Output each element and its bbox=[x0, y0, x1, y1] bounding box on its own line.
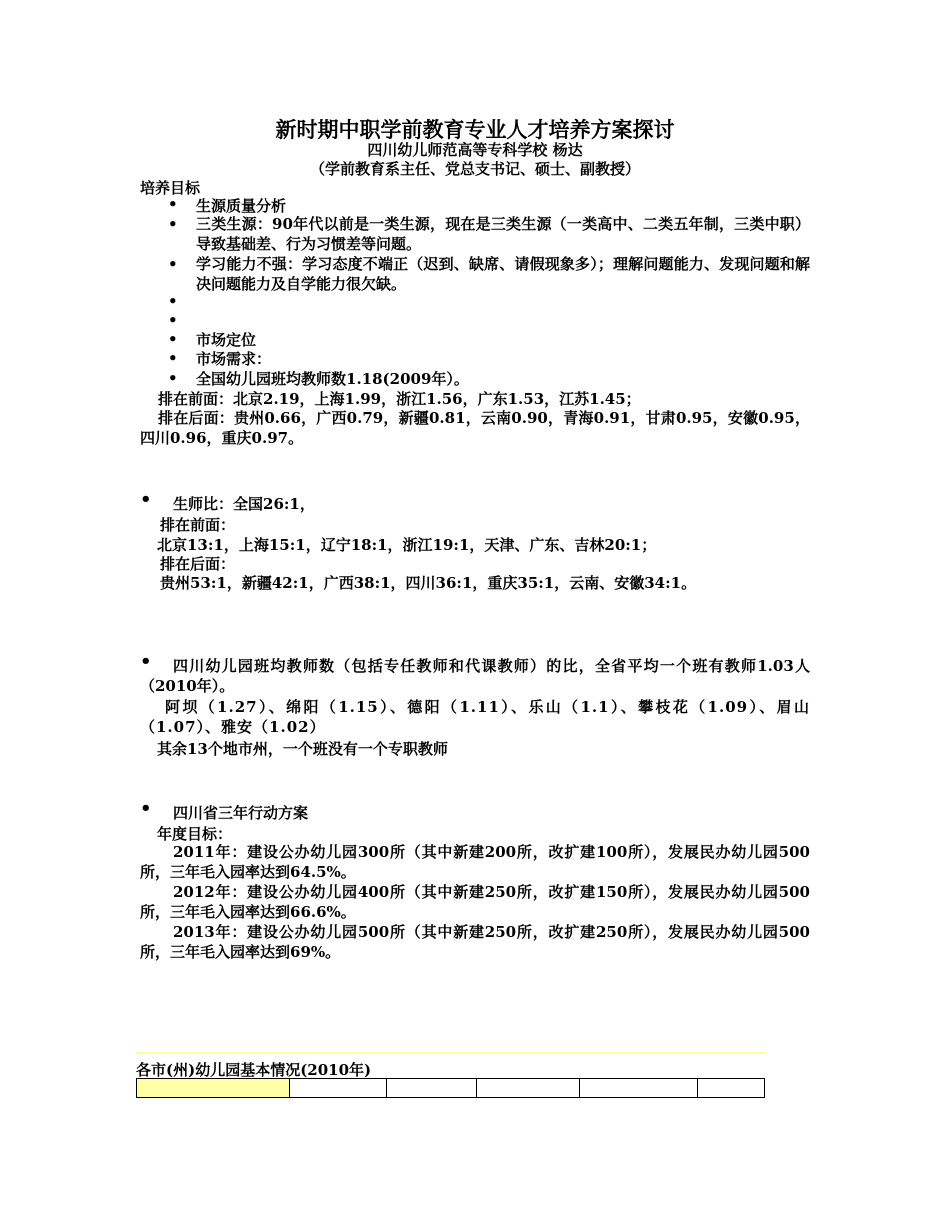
table-header-row bbox=[136, 1078, 765, 1098]
bullet-item: 三类生源：90年代以前是一类生源，现在是三类生源（一类高中、二类五年制，三类中职）导致基础差、行为习惯差等问题。 bbox=[196, 215, 810, 253]
table-cell bbox=[386, 1079, 477, 1097]
bullet-item: 全国幼儿园班均教师数1.18(2009年）。 bbox=[196, 370, 469, 388]
bullet-marker: • bbox=[168, 369, 178, 387]
bullet-marker: • bbox=[140, 798, 152, 819]
author-title: （学前教育系主任、党总支书记、硕士、副教授） bbox=[309, 160, 640, 178]
sec3-head: 四川幼儿园班均教师数（包括专任教师和代课教师）的比，全省平均一个班有教师1.03人（2010年）。 bbox=[140, 657, 810, 695]
bullet-marker: • bbox=[168, 349, 178, 367]
bullet-marker: • bbox=[168, 292, 178, 310]
ratio-front: 排在前面：北京2.19，上海1.99，浙江1.56，广东1.53，江苏1.45； bbox=[158, 390, 641, 408]
table-cell bbox=[289, 1079, 387, 1097]
bullet-item: 市场需求： bbox=[196, 350, 272, 368]
sec3-cities: 阿坝（1.27）、绵阳（1.15）、德阳（1.11）、乐山（1.1）、攀枝花（1.09）、眉山（1.07）、雅安（1.02） bbox=[140, 698, 810, 736]
sec4-year-2011: 2011年：建设公办幼儿园300所（其中新建200所，改扩建100所），发展民办幼儿园500所，三年毛入园率达到64.5%。 bbox=[140, 843, 810, 881]
sec2-back: 贵州53:1，新疆42:1，广西38:1，四川36:1，重庆35:1，云南、安徽34:1。 bbox=[160, 574, 697, 592]
table-cell bbox=[476, 1079, 580, 1097]
bullet-marker: • bbox=[140, 489, 152, 510]
bullet-marker: • bbox=[168, 311, 178, 329]
sec4-year-2012: 2012年：建设公办幼儿园400所（其中新建250所，改扩建150所），发展民办幼儿园500所，三年毛入园率达到66.6%。 bbox=[140, 883, 810, 921]
bullet-marker: • bbox=[168, 195, 178, 213]
bullet-item: 生源质量分析 bbox=[196, 197, 287, 215]
sec4-head: 四川省三年行动方案 bbox=[173, 804, 309, 822]
table-caption-row bbox=[136, 1052, 765, 1080]
sec2-front-label: 排在前面： bbox=[160, 516, 236, 534]
sec3-rest: 其余13个地市州，一个班没有一个专职教师 bbox=[157, 740, 448, 758]
table-cell bbox=[137, 1079, 289, 1097]
sec2-back-label: 排在后面： bbox=[160, 555, 236, 573]
sec2-front: 北京13:1，上海15:1，辽宁18:1，浙江19:1，天津、广东、吉林20:1； bbox=[157, 536, 657, 554]
author-line: 四川幼儿师范高等专科学校 杨达 bbox=[367, 141, 583, 159]
bullet-marker: • bbox=[140, 651, 152, 672]
sec4-year-2013: 2013年：建设公办幼儿园500所（其中新建250所，改扩建250所），发展民办幼儿园500所，三年毛入园率达到69%。 bbox=[140, 923, 810, 961]
document-title: 新时期中职学前教育专业人才培养方案探讨 bbox=[275, 117, 675, 142]
ratio-back: 排在后面：贵州0.66，广西0.79，新疆0.81，云南0.90，青海0.91，甘肃0.95，安徽0.95，四川0.96，重庆0.97。 bbox=[140, 409, 810, 447]
bullet-marker: • bbox=[168, 255, 178, 273]
table-title: 各市(州)幼儿园基本情况(2010年) bbox=[136, 1061, 372, 1079]
bullet-marker: • bbox=[168, 330, 178, 348]
sec2-head: 生师比：全国26:1， bbox=[173, 495, 315, 513]
bullet-item: 市场定位 bbox=[196, 331, 257, 349]
sec4-goal-label: 年度目标： bbox=[157, 825, 233, 843]
bullet-marker: • bbox=[168, 215, 178, 233]
table-cell bbox=[579, 1079, 698, 1097]
bullet-item: 学习能力不强：学习态度不端正（迟到、缺席、请假现象多）；理解问题能力、发现问题和解决问题能力及自学能力很欠缺。 bbox=[196, 255, 810, 293]
section-label: 培养目标 bbox=[140, 179, 201, 197]
table-cell bbox=[697, 1079, 765, 1097]
